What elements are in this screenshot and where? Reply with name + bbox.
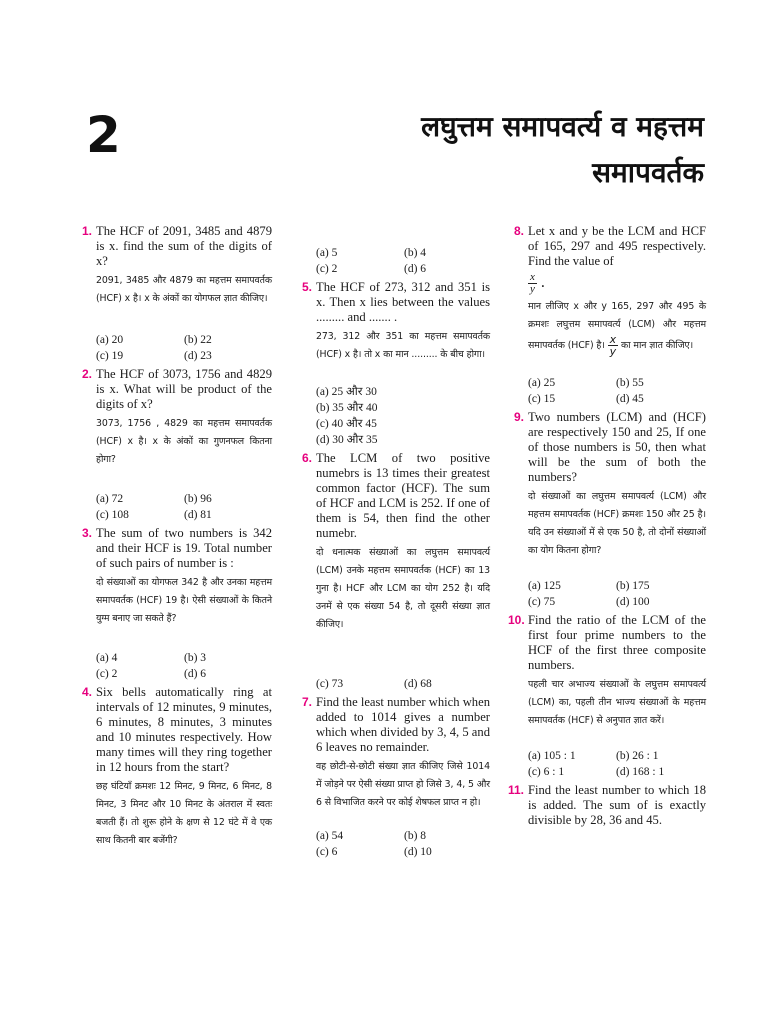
question-text-en: Let x and y be the LCM and HCF of 165, 297 and 495 respectively. Find the value of <box>528 224 706 268</box>
option-a: (a) 72 <box>96 493 124 505</box>
question-text-hi-part-3: का मान ज्ञात कीजिए। <box>620 340 694 351</box>
option-c: (c) 6 : 1 <box>528 766 565 778</box>
question-9 <box>508 410 706 610</box>
option-c: (c) 15 <box>528 393 556 405</box>
question-6 <box>296 451 490 692</box>
options <box>316 384 490 448</box>
question-text-en: Find the ratio of the LCM of the first four prime numbers to the HCF of the first three composite numbers. <box>528 613 706 672</box>
option-a: (a) 105 : 1 <box>528 750 576 762</box>
question-text-en: The HCF of 2091, 3485 and 4879 is x. find the sum of the digits of x? <box>96 224 272 268</box>
question-4 <box>76 685 272 850</box>
question-text-hi-part-2: और महत्तम समापवर्तक (HCF) है। <box>528 319 706 351</box>
option-b: (b) 22 <box>184 334 212 346</box>
question-number: 3. <box>81 526 92 540</box>
fraction-numerator: x <box>609 333 617 346</box>
option-d: (d) 23 <box>184 350 212 362</box>
option-a: (a) 54 <box>316 830 344 842</box>
option-c: (c) 40 और 45 <box>316 418 377 430</box>
question-2 <box>76 367 272 523</box>
option-d: (d) 45 <box>616 393 644 405</box>
question-number: 9. <box>513 410 524 424</box>
option-c: (c) 73 <box>316 678 344 690</box>
chapter-title <box>284 104 704 196</box>
option-c: (c) 75 <box>528 596 556 608</box>
question-text-en: The HCF of 273, 312 and 351 is x. Then x lies between the values ......... and ....... . <box>316 280 490 324</box>
option-a: (a) 25 <box>528 377 556 389</box>
question-number: 4. <box>81 685 92 699</box>
option-d: (d) 6 <box>404 263 427 275</box>
options <box>316 676 490 692</box>
option-d: (d) 81 <box>184 509 212 521</box>
chapter-number: 2 <box>86 106 121 164</box>
option-d: (d) 168 : 1 <box>616 766 665 778</box>
question-7 <box>296 695 490 860</box>
question-text-hi: दो संख्याओं का योगफल 342 है और उनका महत्तम समापवर्तक (HCF) 19 है। ऐसी संख्याओं के कितने युग्म बनाए जा सकते हैं? <box>96 577 272 624</box>
question-text-en: Find the least number which when added to 1014 gives a number which when divided by 3, 4, 5 and 6 leaves no remainder. <box>316 695 490 754</box>
fraction-dot: . <box>540 274 545 292</box>
option-b: (b) 35 और 40 <box>316 402 378 414</box>
question-10 <box>508 613 706 780</box>
option-b: (b) 3 <box>184 652 207 664</box>
question-text-hi-part-1: मान लीजिए x और y 165, 297 और 495 के क्रमशः लघुत्तम समापवर्त्य (LCM) <box>528 301 706 330</box>
question-text-hi: 2091, 3485 और 4879 का महत्तम समापवर्तक (HCF) x है। x के अंकों का योगफल ज्ञात कीजिए। <box>96 275 272 304</box>
question-text-hi: 3073, 1756 , 4829 का महत्तम समापवर्तक (HCF) x है। x के अंकों का गुणनफल कितना होगा? <box>96 418 272 465</box>
question-text-hi: वह छोटी-से-छोटी संख्या ज्ञात कीजिए जिसे 1014 में जोड़ने पर ऐसी संख्या प्राप्त हो जिसे 3, 4, 5 और 6 से विभाजित करने पर कोई शेषफल प्राप्त न हो। <box>316 761 490 808</box>
options <box>96 650 272 682</box>
chapter-title-line-2: समापवर्तक <box>592 156 704 189</box>
fraction-x-over-y-hi <box>608 334 618 357</box>
question-text-hi <box>528 298 706 357</box>
option-d: (d) 68 <box>404 678 432 690</box>
option-a: (a) 4 <box>96 652 118 664</box>
option-d: (d) 30 और 35 <box>316 434 378 446</box>
question-text-en: The sum of two numbers is 342 and their HCF is 19. Total number of such pairs of number is : <box>96 526 272 570</box>
options <box>316 245 490 277</box>
options <box>96 491 272 523</box>
option-a: (a) 5 <box>316 247 338 259</box>
question-text-hi: 273, 312 और 351 का महत्तम समापवर्तक (HCF) x है। तो x का मान ......... के बीच होगा। <box>316 331 490 360</box>
question-1 <box>76 224 272 364</box>
fraction-denominator: y <box>530 283 535 295</box>
option-c: (c) 6 <box>316 846 338 858</box>
question-8 <box>508 224 706 407</box>
fraction-x-over-y <box>528 272 537 295</box>
question-text-en: Two numbers (LCM) and (HCF) are respectively 150 and 25, If one of those numbers is 50, then what will be the sum of both the numbers? <box>528 410 706 484</box>
question-text-hi: दो धनात्मक संख्याओं का लघुत्तम समापवर्त्य (LCM) उनके महत्तम समापवर्तक (HCF) का 13 गुना है। HCF और LCM का योग 252 है। यदि उनमें से एक संख्या 54 है, तो दूसरी संख्या ज्ञात कीजिए। <box>316 547 490 630</box>
question-number: 1. <box>81 224 92 238</box>
question-number: 7. <box>301 695 312 709</box>
question-text-en: Find the least number to which 18 is added. The sum of is exactly divisible by 28, 36 and 45. <box>528 783 706 827</box>
option-b: (b) 26 : 1 <box>616 750 659 762</box>
question-text-en: Six bells automatically ring at intervals of 12 minutes, 9 minutes, 6 minutes, 8 minutes, 3 minutes and 10 minutes respectively. How many times will they ring together in 12 hours from the start? <box>96 685 272 774</box>
options <box>96 332 272 364</box>
question-5 <box>296 280 490 448</box>
question-number: 8. <box>513 224 524 238</box>
question-text-hi: दो संख्याओं का लघुत्तम समापवर्त्य (LCM) और महत्तम समापवर्तक (HCF) क्रमशः 150 और 25 है। यदि उन संख्याओं में से एक 50 है, तो दोनों संख्याओं का योग कितना होगा? <box>528 491 706 556</box>
question-text-hi: पहली चार अभाज्य संख्याओं के लघुत्तम समापवर्त्य (LCM) का, पहली तीन भाज्य संख्याओं के महत्तम समापवर्तक (HCF) से अनुपात ज्ञात करें। <box>528 679 706 726</box>
question-number: 5. <box>301 280 312 294</box>
options <box>316 828 490 860</box>
option-a: (a) 125 <box>528 580 561 592</box>
column-left <box>76 224 272 853</box>
option-b: (b) 55 <box>616 377 644 389</box>
option-b: (b) 96 <box>184 493 212 505</box>
option-d: (d) 100 <box>616 596 650 608</box>
question-text-hi: छह घंटियाँ क्रमशः 12 मिनट, 9 मिनट, 6 मिनट, 8 मिनट, 3 मिनट और 10 मिनट के अंतराल में स्वतः बजती हैं। तो शुरू होने के क्षण से 12 घंटे में वे एक साथ कितनी बार बजेंगी? <box>96 781 272 846</box>
question-number: 6. <box>301 451 312 465</box>
column-middle <box>296 243 490 863</box>
question-text-en: The HCF of 3073, 1756 and 4829 is x. What will be product of the digits of x? <box>96 367 272 411</box>
option-a: (a) 25 और 30 <box>316 386 377 398</box>
option-a: (a) 20 <box>96 334 124 346</box>
option-c: (c) 19 <box>96 350 124 362</box>
option-c: (c) 2 <box>96 668 118 680</box>
column-right <box>508 224 706 831</box>
question-4-options <box>296 245 490 277</box>
question-number: 10. <box>508 613 525 627</box>
option-d: (d) 10 <box>404 846 432 858</box>
question-3 <box>76 526 272 682</box>
option-b: (b) 4 <box>404 247 427 259</box>
fraction-denominator: y <box>609 345 617 358</box>
option-b: (b) 175 <box>616 580 650 592</box>
chapter-title-line-1: लघुत्तम समापवर्त्य व महत्तम <box>421 110 704 143</box>
question-text-en: The LCM of two positive numebrs is 13 times their greatest common factor (HCF). The sum of HCF and LCM is 252. If one of them is 54, then find the other numebr. <box>316 451 490 540</box>
option-b: (b) 8 <box>404 830 427 842</box>
options <box>528 748 706 780</box>
question-11 <box>508 783 706 828</box>
options <box>528 375 706 407</box>
fraction-line <box>528 272 706 295</box>
option-c: (c) 108 <box>96 509 129 521</box>
option-d: (d) 6 <box>184 668 207 680</box>
question-number: 2. <box>81 367 92 381</box>
options <box>528 578 706 610</box>
question-number: 11. <box>508 783 525 797</box>
option-c: (c) 2 <box>316 263 338 275</box>
fraction-numerator: x <box>530 271 535 283</box>
